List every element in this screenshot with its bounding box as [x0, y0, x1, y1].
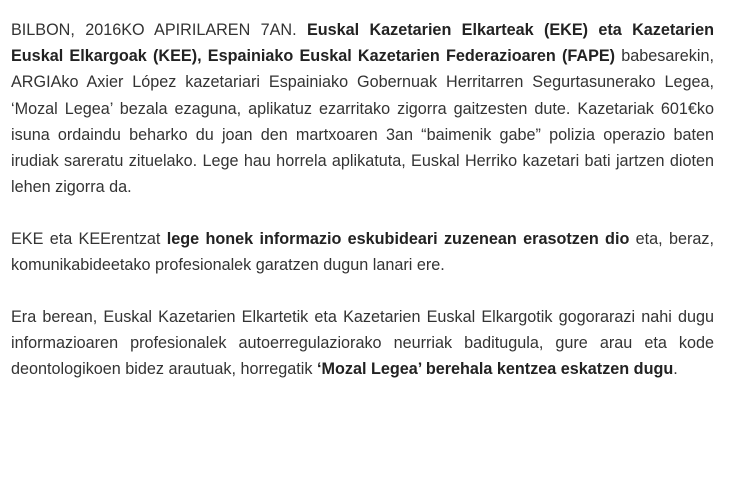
dateline-text: BILBON, 2016KO APIRILAREN 7AN. [11, 21, 307, 39]
paragraph-intro [11, 17, 714, 200]
paragraph-text: babesarekin, ARGIAko Axier López kazetariari Espainiako Gobernuak Herritarren Segurtasunerako Legea, ‘Mozal Legea’ bezala ezaguna, aplikatuz ezarritako zigorra gaitzesten dute. Kazetariak 601€ko isuna ordaindu beharko du joan den martxoaren 3an “baimenik gabe” polizia operazio baten irudiak sareratu zituelako. Lege hau horrela aplikatuta, Euskal Herriko kazetari bati jartzen dioten lehen zigorra da. [11, 47, 714, 197]
article-body [11, 17, 714, 382]
paragraph-stance [11, 226, 714, 278]
highlight-bold-text: lege honek informazio eskubideari zuzenean erasotzen dio [166, 229, 630, 248]
paragraph-text: . [673, 360, 678, 379]
paragraph-demand [11, 304, 714, 383]
organizations-bold-text: Euskal Kazetarien Elkarteak (EKE) eta Kazetarien Euskal Elkargoak (KEE), Espainiako Euskal Kazetarien Federazioaren (FAPE) [11, 21, 714, 66]
paragraph-text: eta, beraz, komunikabideetako profesionalek garatzen dugun lanari ere. [11, 229, 714, 275]
paragraph-text: Era berean, Euskal Kazetarien Elkartetik eta Kazetarien Euskal Elkargotik gogorarazi nahi dugu informazioaren profesionalek autoerregulaziorako neurriak baditugula, gure arau eta kode deontologikoen bidez arautuak, horregatik [11, 307, 714, 379]
paragraph-text: EKE eta KEErentzat [11, 229, 167, 248]
demand-bold-text: ‘Mozal Legea’ berehala kentzea eskatzen dugu [316, 360, 674, 379]
